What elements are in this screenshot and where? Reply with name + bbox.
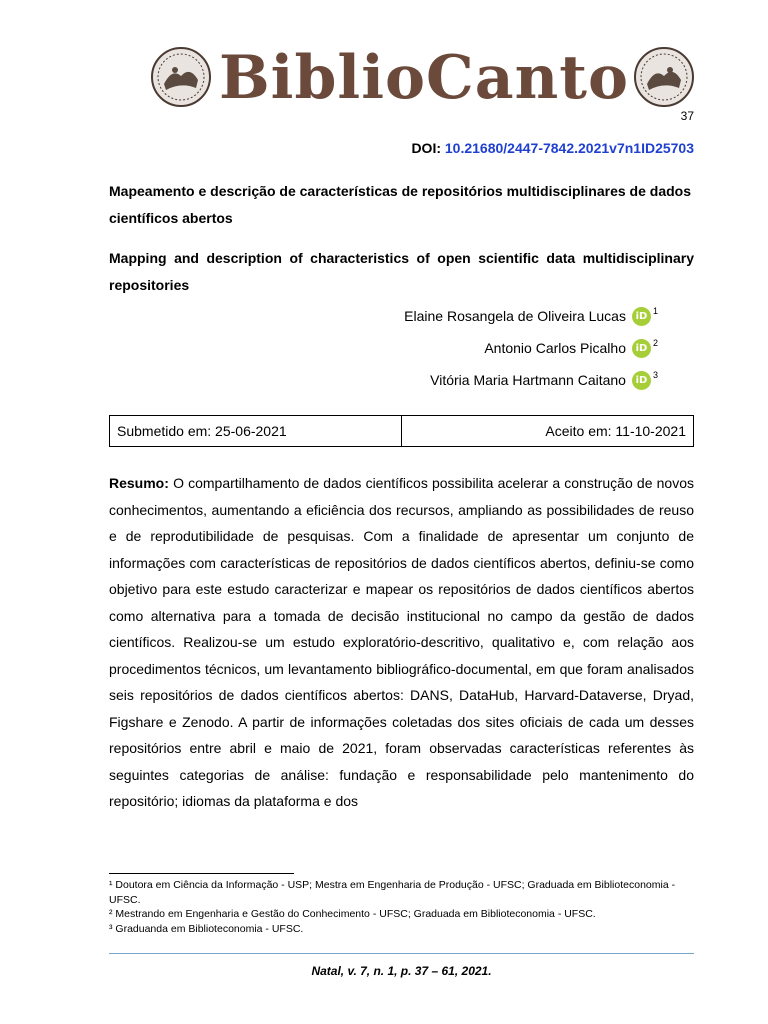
footnotes (109, 878, 694, 936)
doi-label: DOI: (411, 140, 441, 156)
article-title-pt: Mapeamento e descrição de características de repositórios multidisciplinares de dados científicos abertos (109, 183, 691, 226)
author-name: Antonio Carlos Picalho (484, 340, 626, 356)
seal-emblem-right-icon (633, 46, 695, 108)
author-name: Elaine Rosangela de Oliveira Lucas (404, 308, 626, 324)
footnote: ³ Graduanda em Biblioteconomia - UFSC. (109, 922, 304, 935)
footnote-divider (109, 873, 294, 874)
footer-divider (109, 953, 694, 954)
abstract (109, 470, 694, 815)
seal-emblem-left-icon (150, 46, 212, 108)
page-number: 37 (680, 109, 694, 123)
abstract-text: O compartilhamento de dados científicos possibilita acelerar a construção de novos conhecimentos, aumentando a eficiência dos recursos, ampliando as possibilidades de reuso e de reprodutibilidade de pesquisas. Com a finalidade de apresentar um conjunto de informações com características de repositórios de dados científicos abertos, definiu-se como objetivo para este estudo caracterizar e mapear os repositórios de dados científicos abertos como alternativa para a tomada de decisão institucional no campo da gestão de dados científicos. Realizou-se um estudo exploratório-descritivo, qualitativo e, com relação aos procedimentos técnicos, um levantamento bibliográfico-documental, em que foram analisados seis repositórios de dados científicos abertos: DANS, DataHub, Harvard-Dataverse, Dryad, Figshare e Zenodo. A partir de informações coletadas dos sites oficiais de cada um desses repositórios entre abril e maio de 2021, foram observadas características referentes às seguintes categorias de análise: fundação e responsabilidade pelo mantenimento do repositório; idiomas da plataforma e dos (109, 475, 694, 809)
author-line (158, 337, 658, 359)
author-line (158, 305, 658, 327)
orcid-icon[interactable]: iD (632, 307, 651, 326)
article-title-en: Mapping and description of characteristics of open scientific data multidisciplinary repositories (109, 250, 694, 293)
orcid-icon[interactable]: iD (632, 339, 651, 358)
footnote: ¹ Doutora em Ciência da Informação - USP; Mestra em Engenharia de Produção - UFSC; Graduada em Biblioteconomia - UFSC. (109, 879, 676, 906)
masthead (150, 40, 695, 118)
doi-line (300, 140, 694, 156)
orcid-icon[interactable]: iD (632, 371, 651, 390)
author-line (158, 369, 658, 391)
submitted-date: Submetido em: 25-06-2021 (117, 423, 287, 439)
doi-link[interactable]: 10.21680/2447-7842.2021v7n1ID25703 (444, 140, 694, 156)
abstract-label: Resumo: (109, 475, 169, 491)
footnote: ² Mestrando em Engenharia e Gestão do Conhecimento - UFSC; Graduada em Biblioteconomia - UFSC. (109, 908, 596, 920)
dates-table (109, 415, 694, 447)
footnote-ref: 2 (652, 338, 658, 348)
footnote-ref: 3 (652, 370, 658, 380)
author-name: Vitória Maria Hartmann Caitano (430, 372, 626, 388)
footnote-ref: 1 (652, 306, 658, 316)
page-footer: Natal, v. 7, n. 1, p. 37 – 61, 2021. (311, 964, 492, 978)
accepted-date: Aceito em: 11-10-2021 (401, 416, 693, 446)
journal-logo: BiblioCanto (218, 43, 630, 113)
